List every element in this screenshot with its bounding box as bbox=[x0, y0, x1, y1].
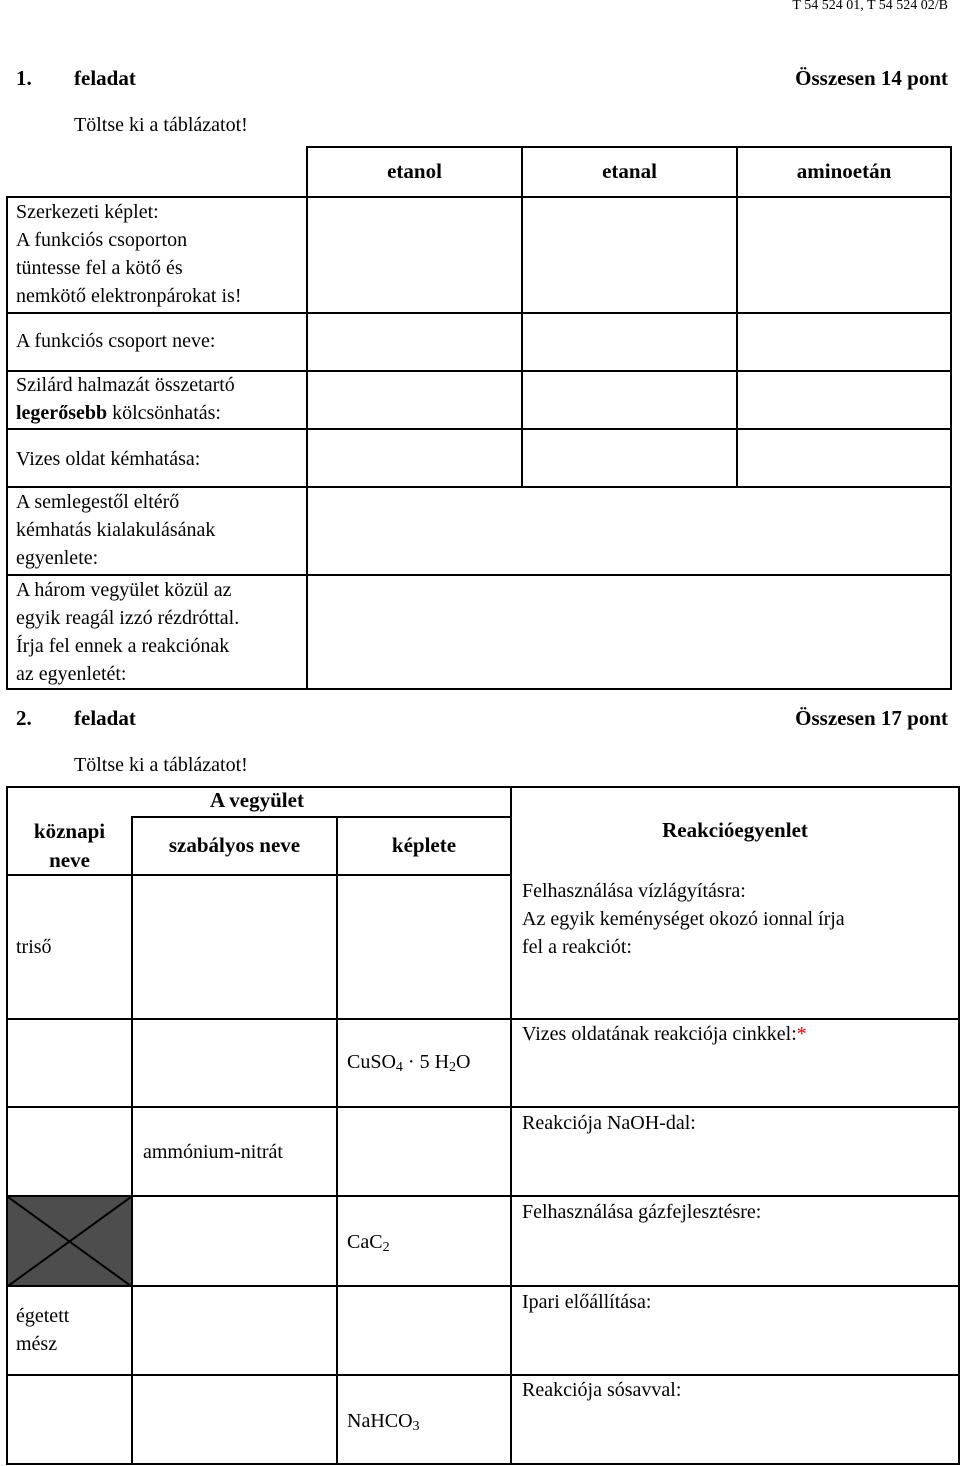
cell-equation-naoh: Reakciója NaOH-dal: bbox=[522, 1112, 696, 1134]
cell-equation-industrial: Ipari előállítása: bbox=[522, 1291, 652, 1313]
col-header-systematic-name: szabályos neve bbox=[168, 833, 301, 857]
col-header-compound: A vegyület bbox=[210, 788, 304, 812]
cross-mark-icon bbox=[8, 1197, 131, 1286]
row-label-ph: Vizes oldat kémhatása: bbox=[16, 448, 201, 470]
cell-common-egetett-mesz: égetett mész bbox=[16, 1305, 70, 1355]
task2-number: 2. bbox=[16, 706, 32, 730]
cell-equation-zinc: Vizes oldatának reakciója cinkkel:* bbox=[522, 1023, 807, 1045]
col-header-etanol: etanol bbox=[387, 159, 442, 183]
row-label-functional-group: A funkciós csoport neve: bbox=[16, 330, 216, 352]
task2-instruction: Töltse ki a táblázatot! bbox=[74, 754, 248, 776]
row-label-copper-reaction: A három vegyület közül az egyik reagál izzó rézdróttal. Írja fel ennek a reakciónak az egyenletét: bbox=[16, 579, 240, 685]
col-header-aminoetan: aminoetán bbox=[796, 159, 892, 183]
task2-points: Összesen 17 pont bbox=[795, 706, 948, 730]
asterisk-mark: * bbox=[796, 1023, 807, 1045]
task1-points: Összesen 14 pont bbox=[795, 66, 948, 90]
row-label-intermolecular-force: Szilárd halmazát összetartó legerősebb kölcsönhatás: bbox=[16, 374, 235, 424]
task2-title: feladat bbox=[74, 706, 136, 730]
shaded-cell bbox=[8, 1197, 131, 1286]
cell-equation-hcl: Reakciója sósavval: bbox=[522, 1379, 682, 1401]
cell-formula-nahco3: NaHCO$_3$ bbox=[347, 1410, 420, 1434]
cell-formula-cac2: CaC$_2$ bbox=[347, 1231, 390, 1255]
cell-equation-water-softening: Felhasználása vízlágyításra: Az egyik keménységet okozó ionnal írja fel a reakciót: bbox=[522, 880, 845, 958]
col-header-common-name: köznapi neve bbox=[33, 819, 106, 872]
col-header-formula: képlete bbox=[391, 833, 457, 857]
cell-equation-gas: Felhasználása gázfejlesztésre: bbox=[522, 1201, 762, 1223]
col-header-equation: Reakcióegyenlet bbox=[662, 818, 808, 842]
task1-number: 1. bbox=[16, 66, 32, 90]
task1-instruction: Töltse ki a táblázatot! bbox=[74, 114, 248, 136]
row-label-ph-equation: A semlegestől eltérő kémhatás kialakulásának egyenlete: bbox=[16, 491, 216, 569]
cell-common-triso: triső bbox=[16, 936, 52, 958]
cell-formula-cuso4: CuSO$_4$ · 5 $H_2O$ bbox=[347, 1051, 471, 1075]
col-header-etanal: etanal bbox=[602, 159, 657, 183]
task1-title: feladat bbox=[74, 66, 136, 90]
document-code: T 54 524 01, T 54 524 02/B bbox=[792, 0, 948, 13]
row-label-structural-formula: Szerkezeti képlet: A funkciós csoporton tüntesse fel a kötő és nemkötő elektronpárokat is! bbox=[16, 201, 242, 307]
cell-systematic-ammonium-nitrate: ammónium-nitrát bbox=[143, 1141, 283, 1163]
